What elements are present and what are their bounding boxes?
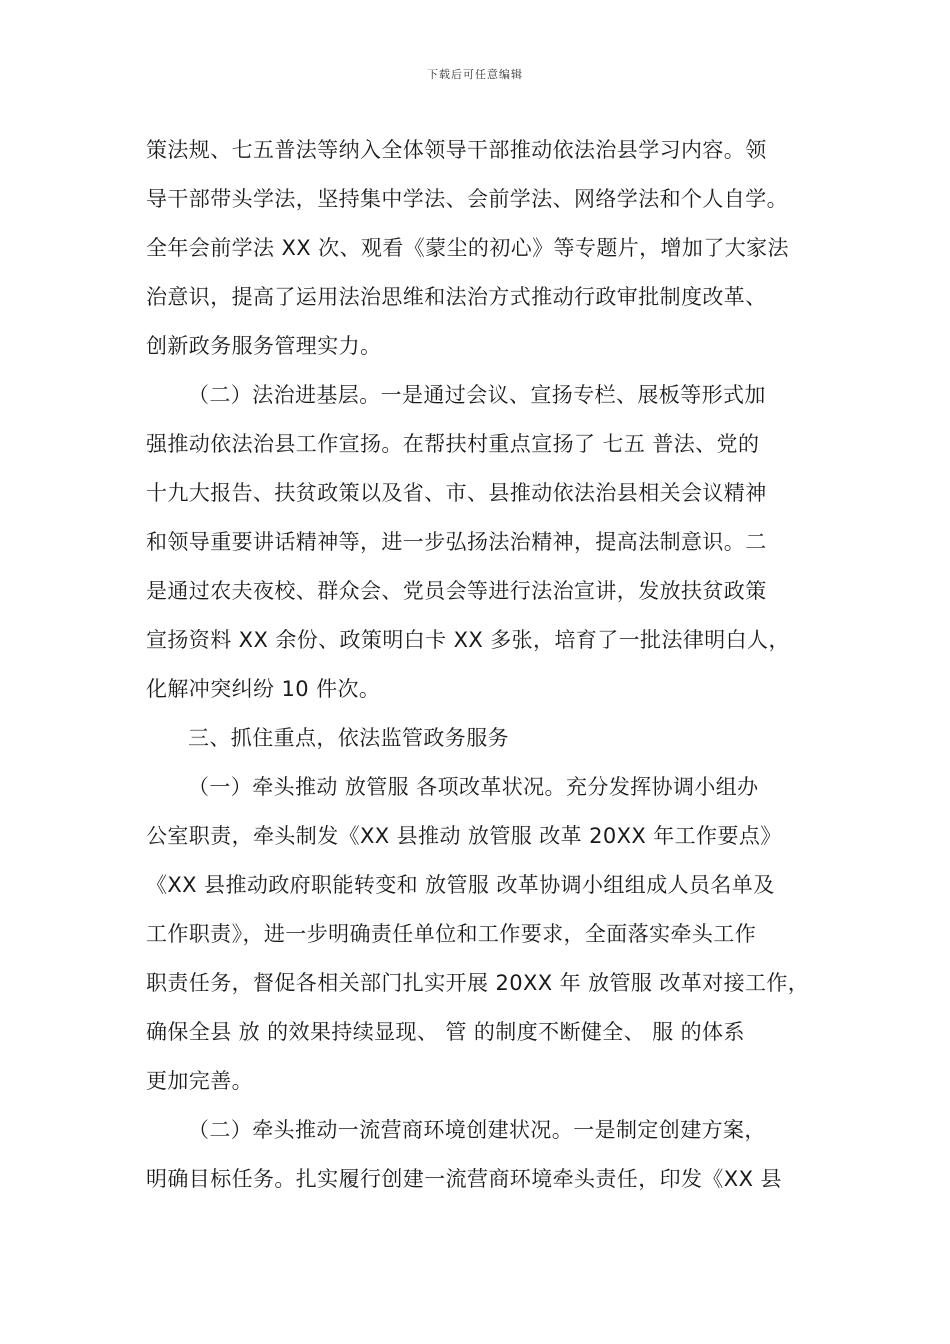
text-line: 工作职责》，进一步明确责任单位和工作要求，全面落实牵头工作 xyxy=(146,922,757,946)
text-line: 策法规、七五普法等纳入全体领导干部推动依法治县学习内容。领 xyxy=(146,138,767,162)
text-line: 宣扬资料 XX 余份、政策明白卡 XX 多张，培育了一批法律明白人， xyxy=(146,628,790,652)
text-line: 《XX 县推动政府职能转变和 放管服 改革协调小组组成人员名单及 xyxy=(146,873,775,897)
text-line: 确保全县 放 的效果持续显现、 管 的制度不断健全、 服 的体系 xyxy=(146,1020,745,1044)
text-line: 强推动依法治县工作宣扬。在帮扶村重点宣扬了 七五 普法、党的 xyxy=(146,432,760,456)
text-line: 三、抓住重点，依法监管政务服务 xyxy=(188,726,509,750)
page-header-note: 下载后可任意编辑 xyxy=(427,68,523,81)
text-line: 和领导重要讲话精神等，进一步弘扬法治精神，提高法制意识。二 xyxy=(146,530,767,554)
text-line: 导干部带头学法，坚持集中学法、会前学法、网络学法和个人自学。 xyxy=(146,187,788,211)
text-line: 十九大报告、扶贫政策以及省、市、县推动依法治县相关会议精神 xyxy=(146,481,767,505)
text-line: 明确目标任务。扎实履行创建一流营商环境牵头责任，印发《XX 县 xyxy=(146,1167,782,1191)
text-line: 职责任务，督促各相关部门扎实开展 20XX 年 放管服 改革对接工作， xyxy=(146,971,810,995)
text-line: （二）牵头推动一流营商环境创建状况。一是制定创建方案， xyxy=(188,1118,766,1142)
text-line: （二）法治进基层。一是通过会议、宣扬专栏、展板等形式加 xyxy=(188,383,766,407)
text-line: 更加完善。 xyxy=(146,1069,253,1093)
text-line: 治意识，提高了运用法治思维和法治方式推动行政审批制度改革、 xyxy=(146,285,767,309)
text-line: 创新政务服务管理实力。 xyxy=(146,334,382,358)
document-body xyxy=(146,126,816,1204)
text-line: 是通过农夫夜校、群众会、党员会等进行法治宣讲，发放扶贫政策 xyxy=(146,579,767,603)
text-line: 化解冲突纠纷 10 件次。 xyxy=(146,677,381,701)
text-line: 全年会前学法 XX 次、观看《蒙尘的初心》等专题片，增加了大家法 xyxy=(146,236,789,260)
text-line: 公室职责，牵头制发《XX 县推动 放管服 改革 20XX 年工作要点》 xyxy=(146,824,782,848)
text-line: （一）牵头推动 放管服 各项改革状况。充分发挥协调小组办 xyxy=(188,775,759,799)
